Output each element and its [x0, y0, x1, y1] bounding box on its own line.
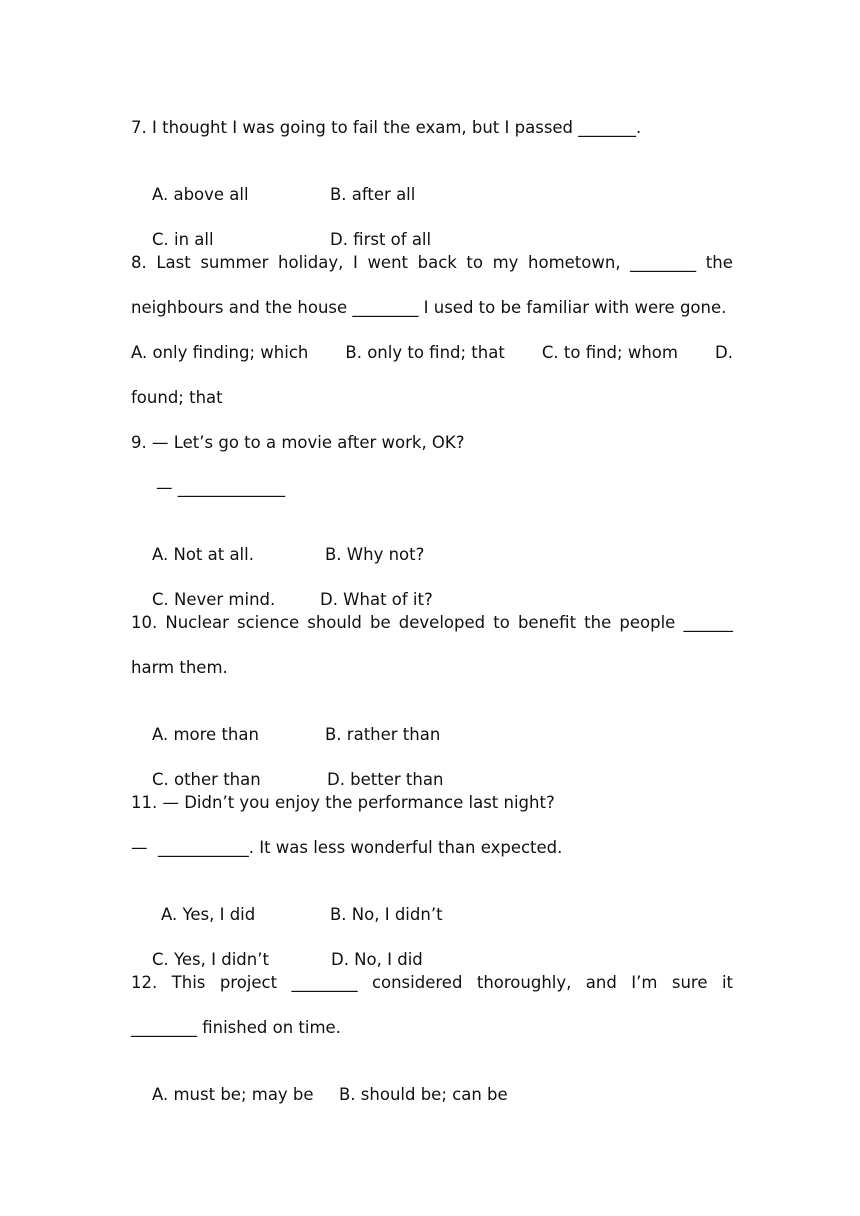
question-11-option-b: B. No, I didn’t	[329, 905, 443, 924]
word: sure	[671, 973, 708, 992]
question-10-option-a: A. more than	[151, 725, 259, 744]
question-8-option-c: C. to find; whom	[541, 343, 678, 362]
blank: ________	[291, 973, 358, 992]
question-9-reply: — _____________	[156, 478, 285, 497]
question-10-option-d: D. better than	[326, 770, 444, 789]
question-12-stem-line-2: ________ finished on time.	[131, 1018, 341, 1037]
word: the	[584, 613, 612, 632]
question-11-option-c: C. Yes, I didn’t	[151, 950, 269, 969]
word: to	[493, 613, 510, 632]
question-8-option-a: A. only finding; which	[131, 343, 309, 362]
word: holiday,	[278, 253, 344, 272]
word: 8.	[131, 253, 147, 272]
question-9-option-d: D. What of it?	[319, 590, 433, 609]
word: developed	[398, 613, 486, 632]
question-12-option-a: A. must be; may be	[151, 1085, 314, 1104]
word: hometown,	[528, 253, 621, 272]
question-8-stem-line-2: neighbours and the house ________ I used to be familiar with were gone.	[131, 298, 727, 317]
word: I	[352, 253, 358, 272]
question-7-option-b: B. after all	[329, 185, 416, 204]
question-8-option-b: B. only to find; that	[345, 343, 505, 362]
word: to	[466, 253, 483, 272]
question-8-option-d-label: D.	[715, 343, 733, 362]
question-11-stem: 11. — Didn’t you enjoy the performance last night?	[131, 793, 555, 812]
word: should	[307, 613, 362, 632]
question-9-stem: 9. — Let’s go to a movie after work, OK?	[131, 433, 465, 452]
blank: ________	[630, 253, 697, 272]
question-8-options-row	[131, 342, 733, 364]
question-9-option-b: B. Why not?	[324, 545, 425, 564]
question-11-option-a: A. Yes, I did	[160, 905, 256, 924]
word: summer	[200, 253, 269, 272]
question-12-stem-line-1	[131, 972, 733, 994]
question-12-options-row	[131, 1062, 508, 1128]
word: Last	[156, 253, 191, 272]
word: 12.	[131, 973, 158, 992]
question-9-option-a: A. Not at all.	[151, 545, 254, 564]
question-8-stem-line-1	[131, 252, 733, 274]
word: Nuclear	[165, 613, 229, 632]
question-12-option-b: B. should be; can be	[338, 1085, 508, 1104]
word: people	[619, 613, 676, 632]
word: 10.	[131, 613, 158, 632]
word: project	[219, 973, 278, 992]
question-7-stem: 7. I thought I was going to fail the exam, but I passed _______.	[131, 118, 642, 137]
word: my	[492, 253, 519, 272]
question-10-stem-line-2: harm them.	[131, 658, 228, 677]
word: thoroughly,	[476, 973, 572, 992]
word: went	[367, 253, 409, 272]
question-10-option-c: C. other than	[151, 770, 261, 789]
word: it	[721, 973, 733, 992]
word: I’m	[631, 973, 658, 992]
word: This	[171, 973, 206, 992]
question-7-option-d: D. first of all	[329, 230, 432, 249]
word: considered	[371, 973, 463, 992]
question-9-option-c: C. Never mind.	[151, 590, 276, 609]
question-8-option-d-text: found; that	[131, 388, 223, 407]
question-11-option-d: D. No, I did	[330, 950, 423, 969]
question-10-stem-line-1	[131, 612, 733, 634]
word: science	[237, 613, 300, 632]
word: the	[705, 253, 733, 272]
question-7-option-c: C. in all	[151, 230, 214, 249]
word: back	[417, 253, 457, 272]
question-7-option-a: A. above all	[151, 185, 249, 204]
word: benefit	[517, 613, 577, 632]
question-10-option-b: B. rather than	[324, 725, 441, 744]
word: be	[370, 613, 391, 632]
word: and	[585, 973, 617, 992]
question-11-reply: — ___________. It was less wonderful than expected.	[131, 838, 563, 857]
blank: ______	[683, 613, 733, 632]
